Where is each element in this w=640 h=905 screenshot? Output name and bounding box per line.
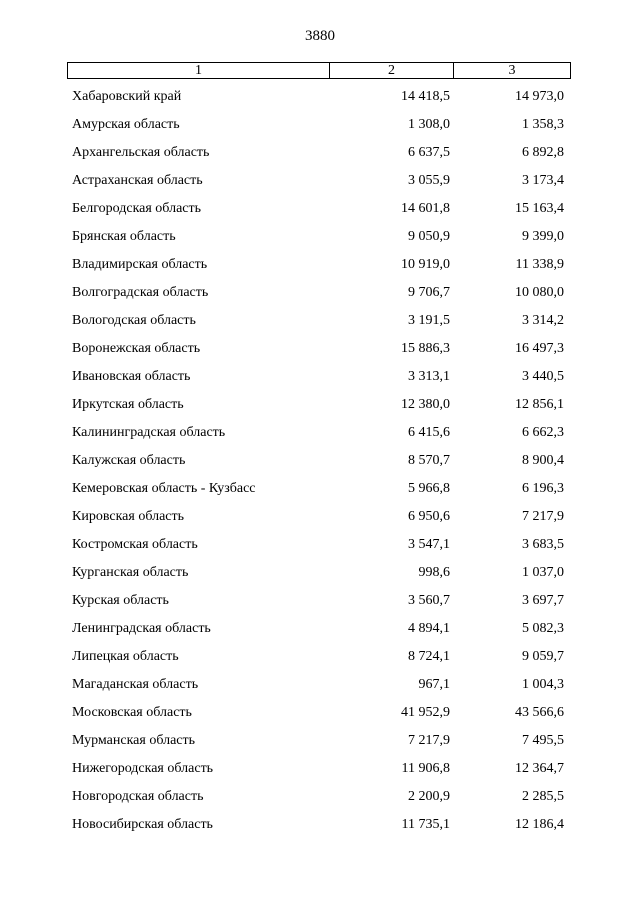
region-name: Калининградская область <box>72 425 226 440</box>
value-col-2: 41 952,9 <box>401 705 450 720</box>
value-col-3: 7 217,9 <box>522 509 564 524</box>
value-col-3: 3 314,2 <box>522 313 564 328</box>
value-col-3: 10 080,0 <box>515 285 564 300</box>
value-col-2: 11 735,1 <box>401 817 450 832</box>
value-col-2: 998,6 <box>418 565 450 580</box>
table-row <box>67 615 571 643</box>
region-name: Курская область <box>72 593 169 608</box>
value-col-2: 11 906,8 <box>401 761 450 776</box>
value-col-3: 14 973,0 <box>515 89 564 104</box>
value-col-2: 14 601,8 <box>401 201 450 216</box>
value-col-2: 2 200,9 <box>408 789 450 804</box>
value-col-3: 12 856,1 <box>515 397 564 412</box>
table-row <box>67 727 571 755</box>
value-col-3: 9 399,0 <box>522 229 564 244</box>
value-col-3: 8 900,4 <box>522 453 564 468</box>
value-col-2: 3 547,1 <box>408 537 450 552</box>
table-row <box>67 363 571 391</box>
table-row <box>67 307 571 335</box>
value-col-3: 43 566,6 <box>515 705 564 720</box>
value-col-3: 15 163,4 <box>515 201 564 216</box>
region-name: Нижегородская область <box>72 761 214 776</box>
table-header <box>67 62 571 79</box>
table-body <box>67 83 571 839</box>
table-row <box>67 531 571 559</box>
value-col-2: 967,1 <box>418 677 450 692</box>
value-col-2: 14 418,5 <box>401 89 450 104</box>
region-name: Костромская область <box>72 537 198 552</box>
value-col-2: 9 706,7 <box>408 285 450 300</box>
region-name: Амурская область <box>72 117 180 132</box>
value-col-2: 5 966,8 <box>408 481 450 496</box>
table-row <box>67 811 571 839</box>
region-name: Кемеровская область - Кузбасс <box>72 481 256 496</box>
value-col-2: 8 724,1 <box>408 649 450 664</box>
value-col-2: 3 055,9 <box>408 173 450 188</box>
table-row <box>67 643 571 671</box>
table-row <box>67 391 571 419</box>
value-col-3: 3 440,5 <box>522 369 564 384</box>
value-col-3: 3 697,7 <box>522 593 564 608</box>
value-col-2: 6 637,5 <box>408 145 450 160</box>
value-col-3: 12 186,4 <box>515 817 564 832</box>
value-col-2: 8 570,7 <box>408 453 450 468</box>
value-col-2: 6 950,6 <box>408 509 450 524</box>
table-row <box>67 167 571 195</box>
region-name: Воронежская область <box>72 341 201 356</box>
table-row <box>67 503 571 531</box>
value-col-3: 12 364,7 <box>515 761 564 776</box>
value-col-3: 6 662,3 <box>522 425 564 440</box>
page-number: 3880 <box>305 28 335 44</box>
region-name: Кировская область <box>72 509 185 524</box>
table-row <box>67 251 571 279</box>
value-col-2: 1 308,0 <box>408 117 450 132</box>
table-row <box>67 83 571 111</box>
region-name: Вологодская область <box>72 313 196 328</box>
header-col-2: 2 <box>330 63 454 78</box>
value-col-3: 11 338,9 <box>515 257 564 272</box>
value-col-2: 3 560,7 <box>408 593 450 608</box>
value-col-3: 6 196,3 <box>522 481 564 496</box>
value-col-3: 1 004,3 <box>522 677 564 692</box>
value-col-2: 3 313,1 <box>408 369 450 384</box>
region-name: Волгоградская область <box>72 285 209 300</box>
table-row <box>67 195 571 223</box>
table-row <box>67 111 571 139</box>
table-row <box>67 223 571 251</box>
value-col-3: 9 059,7 <box>522 649 564 664</box>
value-col-2: 9 050,9 <box>408 229 450 244</box>
table-row <box>67 335 571 363</box>
region-name: Новгородская область <box>72 789 204 804</box>
region-name: Архангельская область <box>72 145 210 160</box>
value-col-2: 4 894,1 <box>408 621 450 636</box>
region-name: Брянская область <box>72 229 176 244</box>
table-row <box>67 783 571 811</box>
value-col-3: 1 358,3 <box>522 117 564 132</box>
value-col-2: 12 380,0 <box>401 397 450 412</box>
value-col-3: 1 037,0 <box>522 565 564 580</box>
region-name: Курганская область <box>72 565 189 580</box>
value-col-2: 10 919,0 <box>401 257 450 272</box>
table-row <box>67 587 571 615</box>
region-name: Калужская область <box>72 453 186 468</box>
value-col-3: 3 683,5 <box>522 537 564 552</box>
region-name: Астраханская область <box>72 173 203 188</box>
region-name: Белгородская область <box>72 201 202 216</box>
value-col-3: 7 495,5 <box>522 733 564 748</box>
region-name: Ленинградская область <box>72 621 211 636</box>
table-row <box>67 279 571 307</box>
table-row <box>67 699 571 727</box>
table-row <box>67 755 571 783</box>
region-name: Мурманская область <box>72 733 196 748</box>
table-row <box>67 419 571 447</box>
region-name: Ивановская область <box>72 369 191 384</box>
region-name: Владимирская область <box>72 257 208 272</box>
value-col-3: 16 497,3 <box>515 341 564 356</box>
table-row <box>67 559 571 587</box>
region-name: Хабаровский край <box>72 89 182 104</box>
table-row <box>67 671 571 699</box>
value-col-3: 5 082,3 <box>522 621 564 636</box>
region-name: Новосибирская область <box>72 817 213 832</box>
value-col-2: 6 415,6 <box>408 425 450 440</box>
region-name: Иркутская область <box>72 397 184 412</box>
value-col-3: 2 285,5 <box>522 789 564 804</box>
region-name: Московская область <box>72 705 192 720</box>
value-col-2: 3 191,5 <box>408 313 450 328</box>
region-name: Липецкая область <box>72 649 179 664</box>
value-col-3: 3 173,4 <box>522 173 564 188</box>
table-row <box>67 139 571 167</box>
value-col-2: 7 217,9 <box>408 733 450 748</box>
region-name: Магаданская область <box>72 677 199 692</box>
value-col-2: 15 886,3 <box>401 341 450 356</box>
header-col-3: 3 <box>508 63 516 78</box>
table-row <box>67 475 571 503</box>
header-col-1: 1 <box>68 63 330 78</box>
table-row <box>67 447 571 475</box>
value-col-3: 6 892,8 <box>522 145 564 160</box>
